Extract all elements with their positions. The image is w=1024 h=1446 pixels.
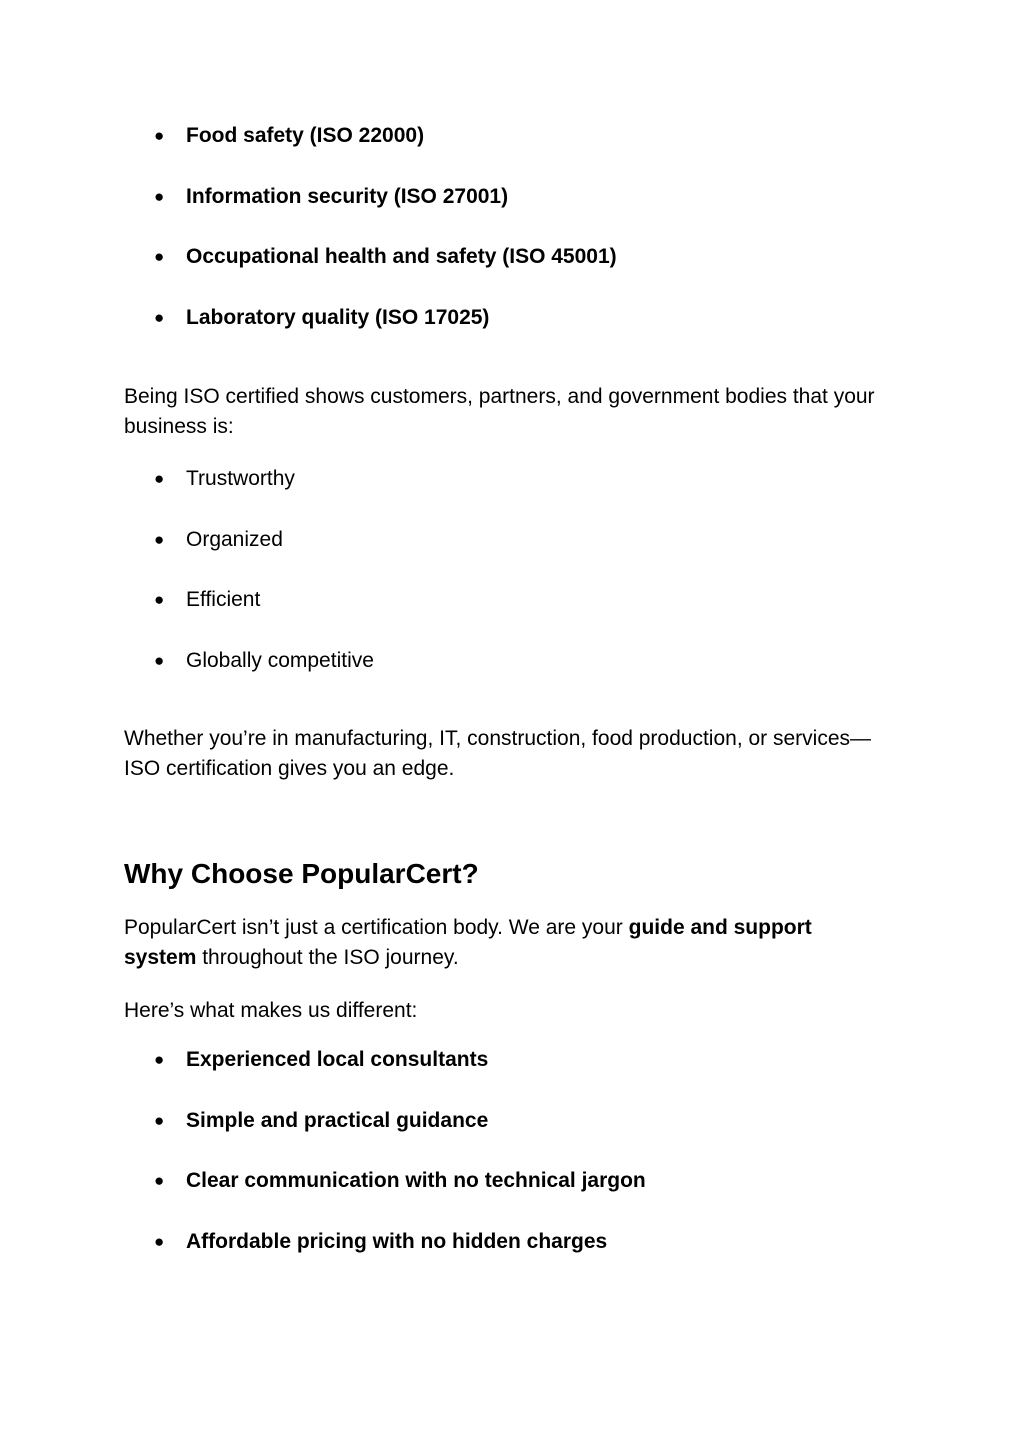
bullet-icon: ● [154,1050,165,1069]
bullet-icon: ● [154,529,165,549]
bullet-icon: ● [154,590,165,609]
certified-paragraph: Being ISO certified shows customers, partners, and government bodies that your business is: [124,385,875,438]
bullet-icon: ● [154,1110,165,1130]
document-page: ● Food safety (ISO 22000) ● Information security (ISO 27001) ● Occupational health and safety (ISO 45001) ● Laboratory quality (ISO 17025) Being ISO certified shows customers, partners, and government bodies that your business is: ● Trustworthy ● Organized ● Efficient ● Globally competitive Whether you’re in manufacturing, IT, construction, food production, or services—ISO certification gives you an edge. Why Choose PopularCert? PopularCert isn’t just a certification body. We are your guide and support system throughout the ISO journey. Here’s what makes us different: ● Experienced local consultants ● Simple and practical guidance ● Clear communication with no technical jargon ● Affordable pricing with no hidden charges [0,0,1024,1446]
bullet-icon: ● [154,650,165,670]
section-heading: Why Choose PopularCert? [124,858,479,889]
intro-paragraph: PopularCert isn’t just a certification body. We are your guide and support system throughout the ISO journey. [124,916,812,969]
industries-paragraph: Whether you’re in manufacturing, IT, construction, food production, or services—ISO certification gives you an edge. [124,727,872,780]
bullet-icon: ● [154,469,165,488]
different-paragraph: Here’s what makes us different: [124,999,418,1022]
bullet-icon: ● [154,1231,165,1251]
bullet-icon: ● [154,126,165,145]
bullet-icon: ● [154,1171,165,1190]
bullet-icon: ● [154,247,165,266]
bullet-icon: ● [154,186,165,206]
intro-emphasis: guide and support system [124,916,812,969]
bullet-icon: ● [154,307,165,327]
